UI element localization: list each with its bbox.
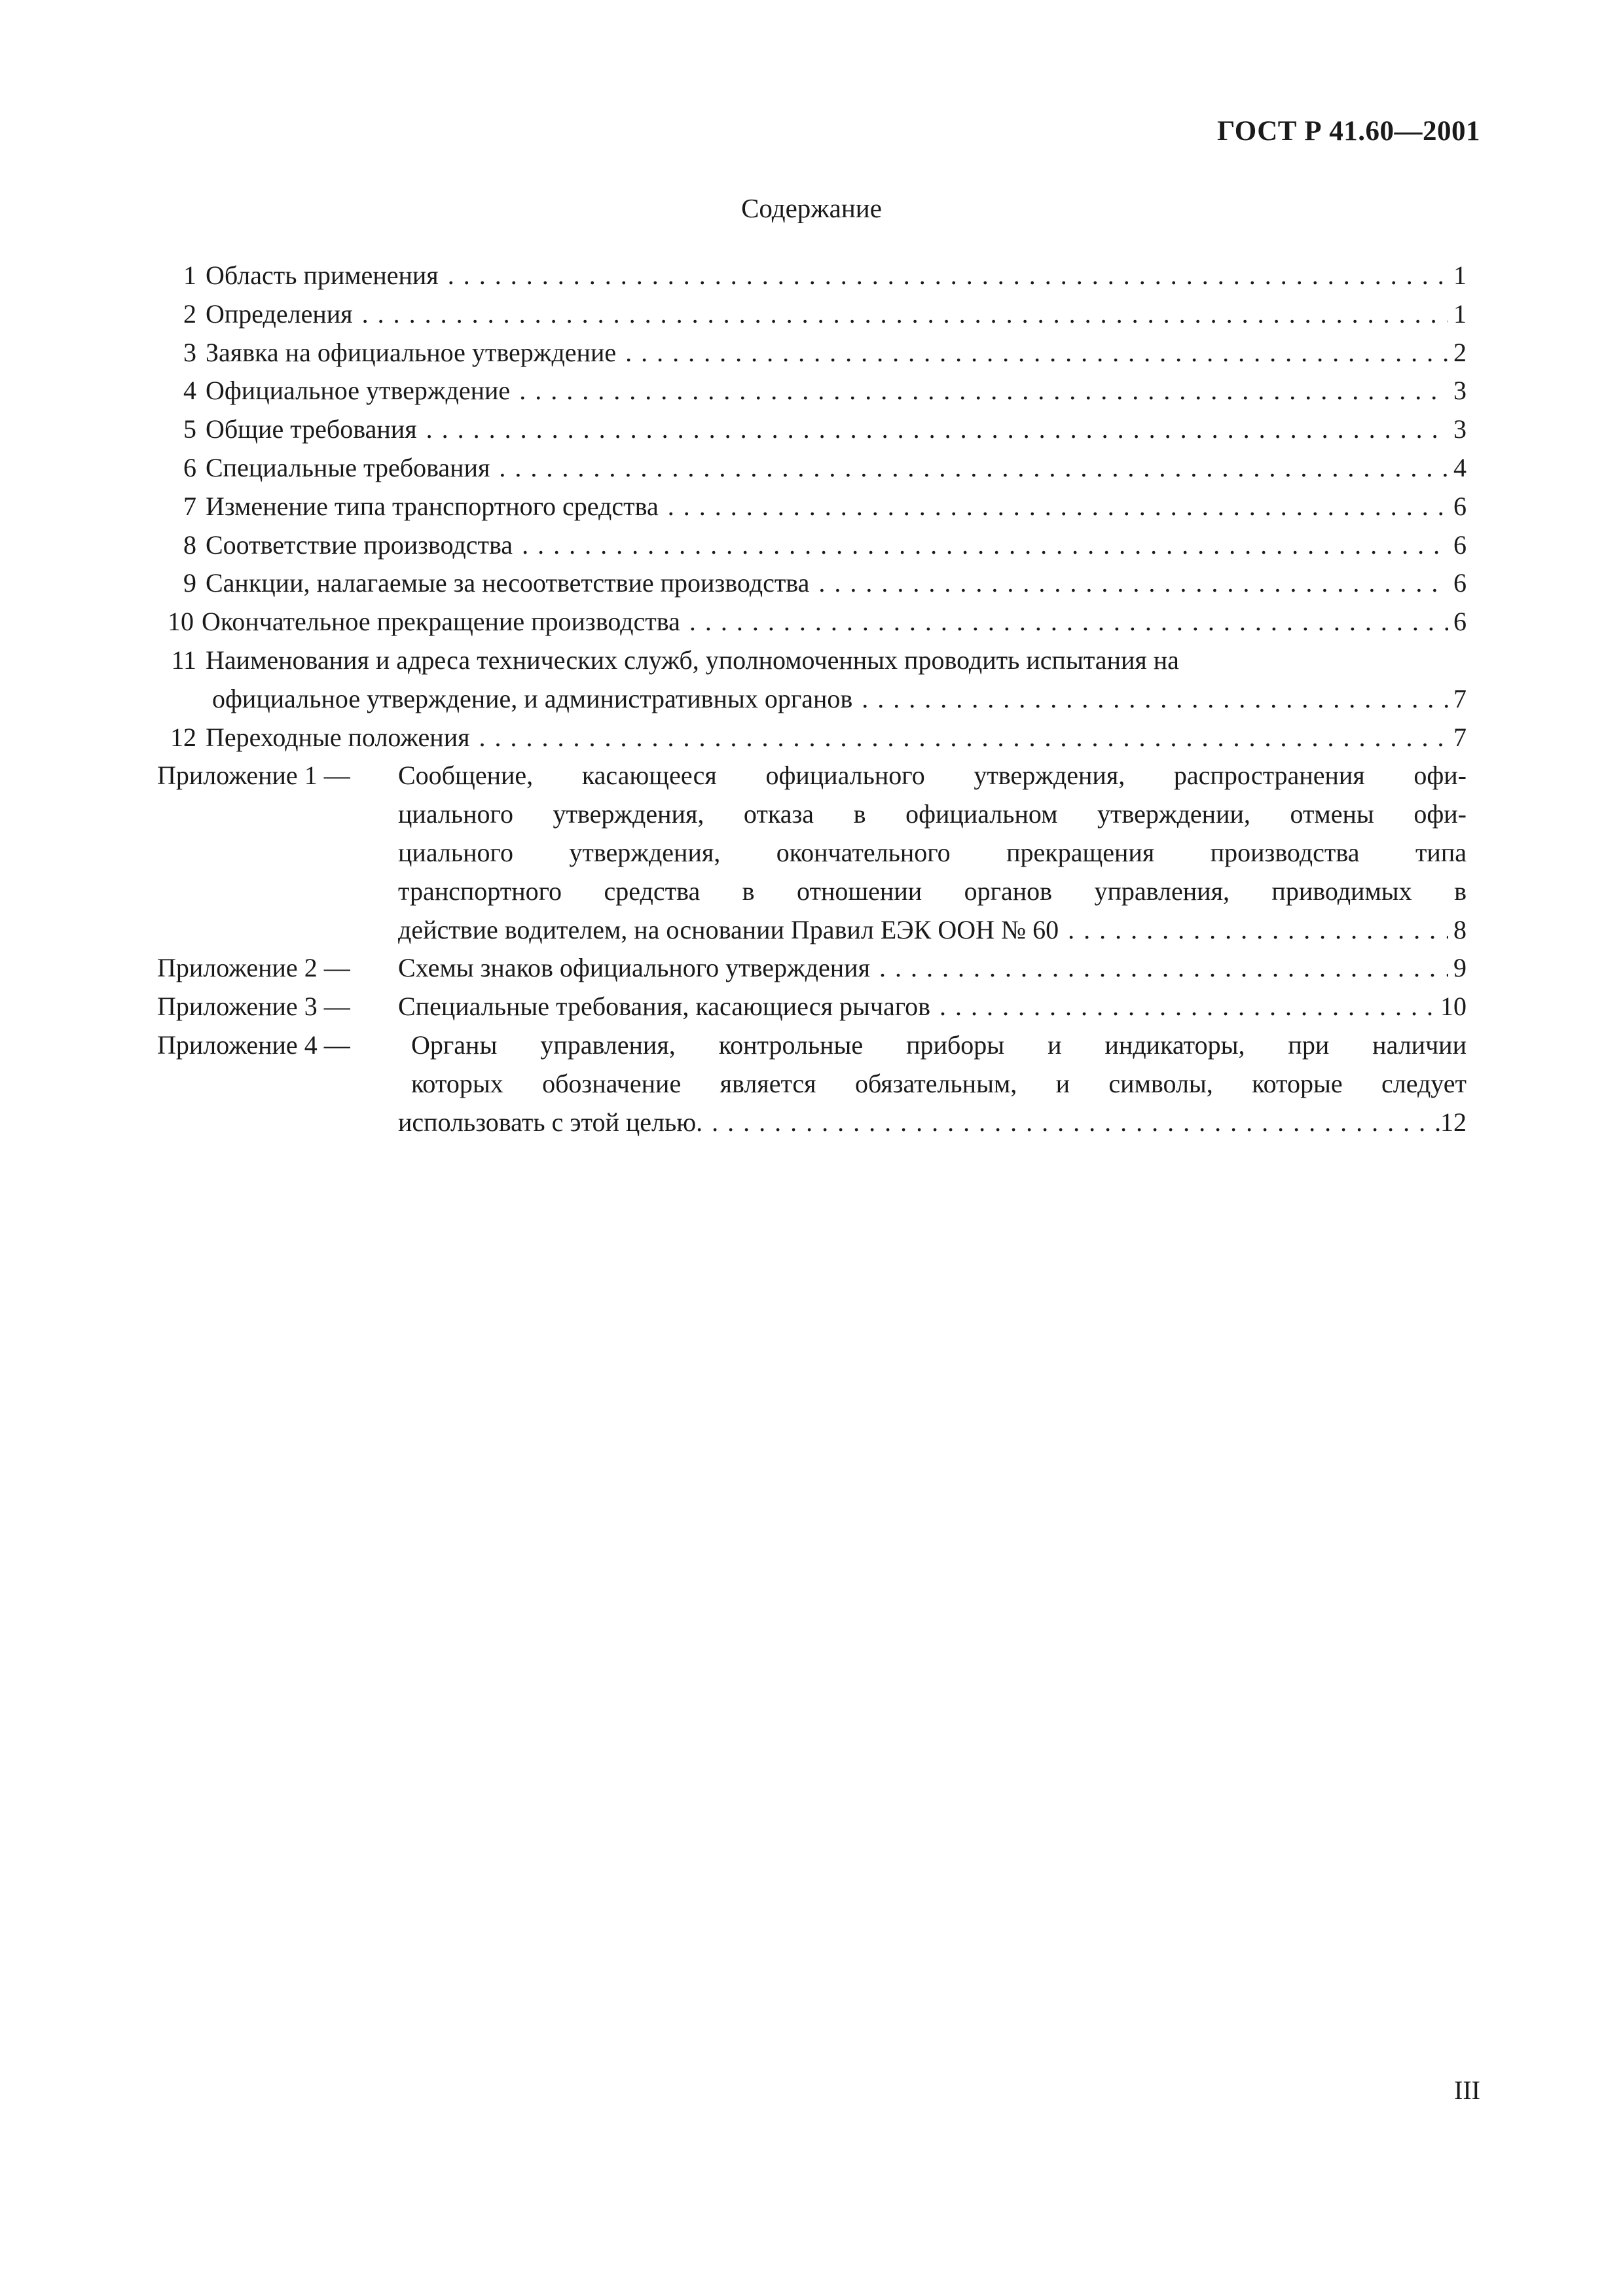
toc-leader-dots xyxy=(702,1103,1440,1142)
toc-title: Содержание xyxy=(741,193,882,223)
toc-entry-page: 2 xyxy=(1453,337,1467,367)
toc-leader-dots xyxy=(659,488,1448,526)
appendix-title-continuation: которых обозначение является обязательным, и символы, которые следует xyxy=(411,1068,1467,1098)
appendix-title-continuation: транспортного средства в отношении органов управления, приводимых в xyxy=(398,876,1467,906)
appendix-title-continuation: циального утверждения, окончательного прекращения производства типа xyxy=(398,837,1467,867)
toc-appendix-entry xyxy=(157,757,1467,949)
toc-entry xyxy=(157,488,1467,526)
toc-entry-title: Переходные положения xyxy=(206,722,470,752)
toc-entry-page: 3 xyxy=(1453,376,1467,406)
toc-entry-page: 7 xyxy=(1453,683,1467,713)
toc-entry-title: Заявка на официальное утверждение xyxy=(206,337,617,367)
appendix-page: 10 xyxy=(1440,992,1467,1022)
toc-entry-page: 6 xyxy=(1453,529,1467,560)
toc-appendix-entry xyxy=(157,1026,1467,1141)
appendix-label: Приложение 4 — xyxy=(157,1030,350,1060)
toc-leader-dots xyxy=(513,526,1448,565)
toc-entry-title: Область применения xyxy=(206,260,439,290)
toc-leader-dots xyxy=(510,372,1448,410)
toc-appendix-entry xyxy=(157,949,1467,988)
toc-entry-title: Изменение типа транспортного средства xyxy=(206,491,659,521)
toc-entry-title: Определения xyxy=(206,298,353,329)
toc-entry-number: 4 xyxy=(183,376,196,406)
toc-entry-number: 9 xyxy=(183,568,196,598)
appendix-title-continuation: использовать с этой целью. xyxy=(398,1107,703,1137)
appendix-title: Сообщение, касающееся официального утверждения, распространения офи- xyxy=(398,761,1467,791)
toc-leader-dots xyxy=(870,949,1448,988)
toc-entry xyxy=(157,449,1467,488)
toc-entry xyxy=(157,372,1467,410)
appendix-label: Приложение 2 — xyxy=(157,953,350,983)
toc-entry-title: Окончательное прекращение производства xyxy=(202,607,680,637)
toc-entry-number: 12 xyxy=(170,722,196,752)
toc-entry xyxy=(157,719,1467,757)
toc-entry-number: 1 xyxy=(183,260,196,290)
toc-entry xyxy=(157,295,1467,334)
toc-leader-dots xyxy=(852,680,1448,719)
toc-entry-title: Соответствие производства xyxy=(206,529,513,560)
appendix-page: 12 xyxy=(1440,1107,1467,1137)
appendix-label: Приложение 3 — xyxy=(157,992,350,1022)
toc-leader-dots xyxy=(680,603,1448,641)
toc-leader-dots xyxy=(470,719,1449,757)
toc-entry-number: 2 xyxy=(183,298,196,329)
toc-entry-title: Общие требования xyxy=(206,414,417,444)
toc-entry-number: 8 xyxy=(183,529,196,560)
toc-entry-page: 6 xyxy=(1453,568,1467,598)
toc-entry xyxy=(157,641,1467,719)
toc-leader-dots xyxy=(930,988,1440,1026)
toc-entry-number: 5 xyxy=(183,414,196,444)
toc-entry xyxy=(157,526,1467,565)
toc-entry-title-continuation: официальное утверждение, и административных органов xyxy=(212,683,853,713)
toc-entry-page: 6 xyxy=(1453,491,1467,521)
toc-entry-title: Наименования и адреса технических служб, уполномоченных проводить испытания на xyxy=(206,645,1179,675)
toc-entry-page: 3 xyxy=(1453,414,1467,444)
appendix-label: Приложение 1 — xyxy=(157,761,350,791)
toc-leader-dots xyxy=(417,410,1448,449)
toc-entry xyxy=(157,410,1467,449)
appendix-title-continuation: действие водителем, на основании Правил ЕЭК ООН № 60 xyxy=(398,914,1059,944)
toc-entry xyxy=(157,564,1467,603)
toc-entry xyxy=(157,334,1467,372)
toc-leader-dots xyxy=(1059,911,1448,950)
toc-entry xyxy=(157,603,1467,641)
toc-entry-number: 11 xyxy=(171,645,196,675)
appendix-title: Схемы знаков официального утверждения xyxy=(398,953,870,983)
appendix-page: 8 xyxy=(1453,914,1467,944)
appendix-title-continuation: циального утверждения, отказа в официальном утверждении, отмены офи- xyxy=(398,799,1467,829)
toc-appendix-entry xyxy=(157,988,1467,1026)
appendix-title: Органы управления, контрольные приборы и индикаторы, при наличии xyxy=(411,1030,1467,1060)
toc-entry-title: Специальные требования xyxy=(206,452,490,482)
toc-entry-title: Санкции, налагаемые за несоответствие производства xyxy=(206,568,810,598)
toc-entry-number: 3 xyxy=(183,337,196,367)
toc-entry-page: 6 xyxy=(1453,607,1467,637)
toc-entry-page: 1 xyxy=(1453,260,1467,290)
toc-leader-dots xyxy=(616,334,1448,372)
document-header-standard: ГОСТ Р 41.60—2001 xyxy=(1216,116,1480,147)
toc-entry-title: Официальное утверждение xyxy=(206,376,511,406)
toc-entry-page: 7 xyxy=(1453,722,1467,752)
toc-leader-dots xyxy=(353,295,1448,334)
toc-leader-dots xyxy=(490,449,1448,488)
toc-leader-dots xyxy=(809,564,1448,603)
toc-entry-number: 10 xyxy=(168,607,194,637)
toc-leader-dots xyxy=(439,257,1448,295)
table-of-contents xyxy=(157,257,1467,1141)
appendix-title: Специальные требования, касающиеся рычагов xyxy=(398,992,931,1022)
toc-entry-number: 7 xyxy=(183,491,196,521)
appendix-page: 9 xyxy=(1453,953,1467,983)
page-number: III xyxy=(1454,2075,1480,2105)
toc-entry xyxy=(157,257,1467,295)
toc-entry-page: 1 xyxy=(1453,298,1467,329)
toc-entry-number: 6 xyxy=(183,452,196,482)
toc-entry-page: 4 xyxy=(1453,452,1467,482)
